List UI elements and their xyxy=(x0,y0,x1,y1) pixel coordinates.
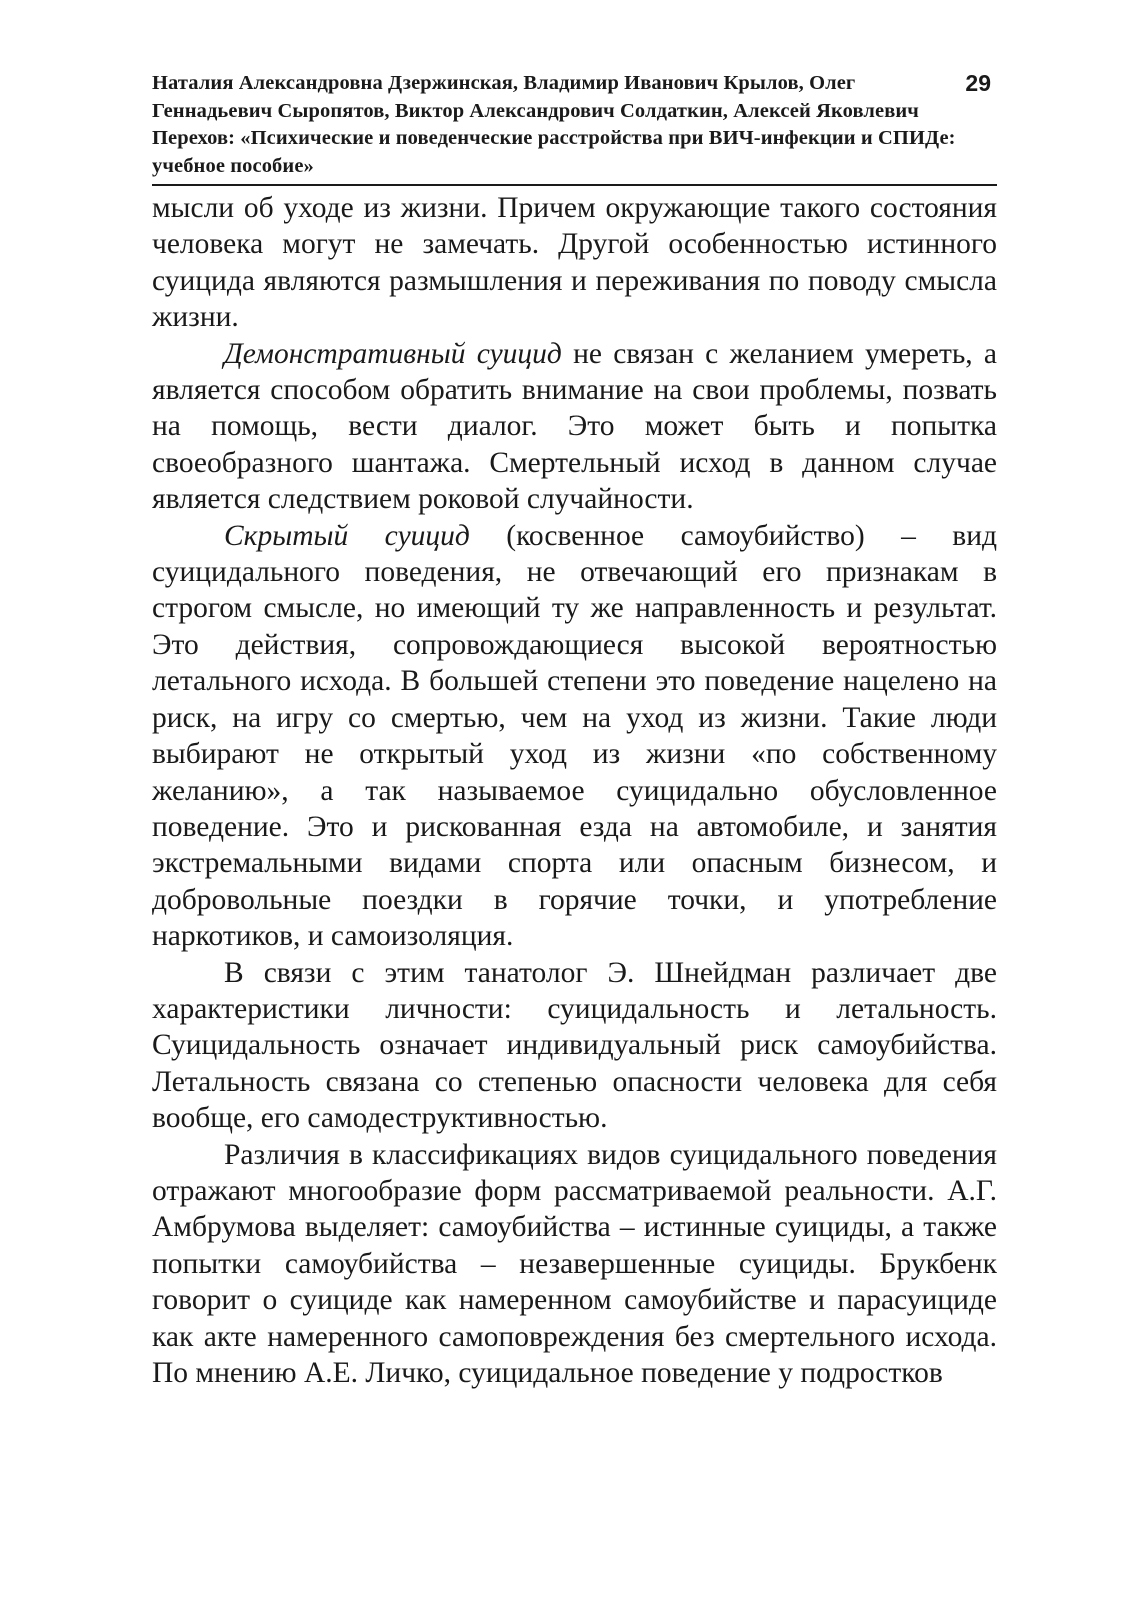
term-hidden-suicide: Скрытый суицид xyxy=(224,519,470,552)
paragraph-shneidman: В связи с этим танатолог Э. Шнейдман различает две характеристики личности: суицидальность и летальность. Суицидальность означает индивидуальный риск самоубийства. Летальность связана со степенью опасности человека для себя вообще, его самодеструктивностью. xyxy=(152,956,997,1135)
body-text xyxy=(152,190,997,1391)
page-number: 29 xyxy=(965,70,991,96)
paragraph-demonstrative-suicide xyxy=(152,336,997,518)
paragraph-text: не связан с желанием умереть, а является способом обратить внимание на свои проблемы, позвать на помощь, вести диалог. Это может быть и попытка своеобразного шантажа. Смертельный исход в данном случае является следствием роковой случайности. xyxy=(152,337,997,516)
paragraph-hidden-suicide xyxy=(152,518,997,955)
page-header xyxy=(152,70,997,186)
paragraph-text: (косвенное самоубийство) – вид суицидального поведения, не отвечающий его признакам в строгом смысле, но имеющий ту же направленность и результат. Это действия, сопровождающиеся высокой вероятностью летального исхода. В большей степени это поведение нацелено на риск, на игру со смертью, чем на уход из жизни. Такие люди выбирают не открытый уход из жизни «по собственному желанию», а так называемое суицидально обусловленное поведение. Это и рискованная езда на автомобиле, и занятия экстремальными видами спорта или опасным бизнесом, и добровольные поездки в горячие точки, и употребление наркотиков, и самоизоляция. xyxy=(152,519,997,953)
term-demonstrative-suicide: Демонстративный суицид xyxy=(224,337,562,370)
paragraph-continuation: мысли об уходе из жизни. Причем окружающие такого состояния человека могут не замечать. Другой особенностью истинного суицида являются размышления и переживания по поводу смысла жизни. xyxy=(152,192,997,334)
paragraph-classifications: Различия в классификациях видов суицидального поведения отражают многообразие форм рассматриваемой реальности. А.Г. Амбрумова выделяет: самоубийства – истинные суициды, а также попытки самоубийства – незавершенные суициды. Брукбенк говорит о суициде как намеренном самоубийстве и парасуициде как акте намеренного самоповреждения без смертельного исхода. По мнению А.Е. Личко, суицидальное поведение у подростков xyxy=(152,1138,997,1389)
book-citation-title: Наталия Александровна Дзержинская, Владимир Иванович Крылов, Олег Геннадьевич Сыропятов, Виктор Александрович Солдаткин, Алексей Яковлевич Перехов: «Психические и поведенческие расстройства при ВИЧ-инфекции и СПИДе: учебное пособие» xyxy=(152,72,956,177)
